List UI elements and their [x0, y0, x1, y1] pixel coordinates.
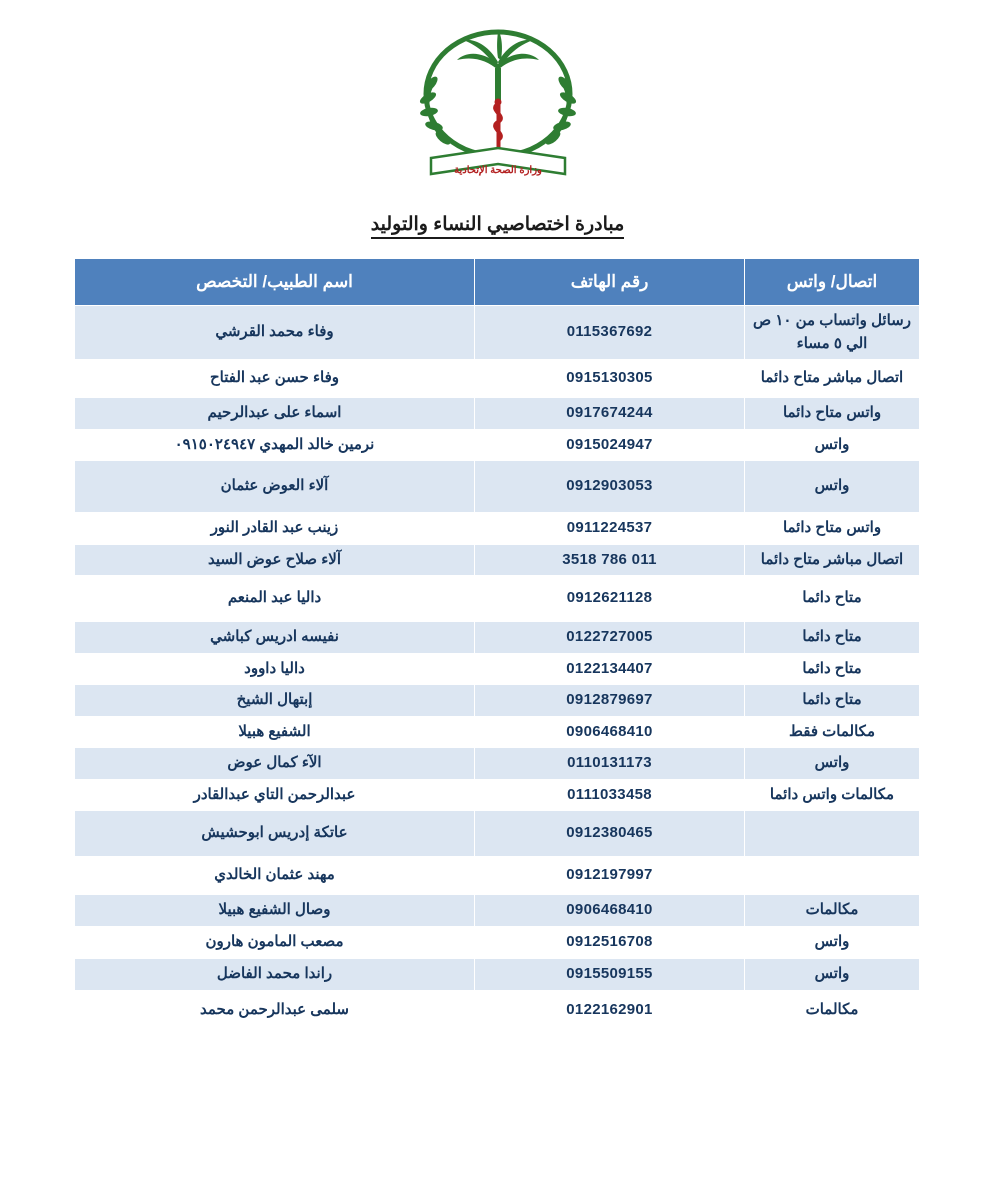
page-title	[0, 213, 995, 236]
column-header-phone: رقم الهاتف	[475, 259, 745, 306]
cell-phone: 0912516708	[475, 926, 745, 958]
column-header-contact: اتصال/ واتس	[745, 259, 920, 306]
table-row	[75, 360, 920, 398]
cell-contact: متاح دائما	[745, 653, 920, 685]
cell-contact: واتس	[745, 429, 920, 461]
cell-phone: 0122727005	[475, 622, 745, 654]
cell-phone: 0912197997	[475, 857, 745, 895]
table-row	[75, 576, 920, 622]
cell-doctor-name: عبدالرحمن التاي عبدالقادر	[75, 779, 475, 811]
table-row	[75, 622, 920, 654]
cell-phone: 0115367692	[475, 306, 745, 360]
cell-doctor-name: وفاء محمد القرشي	[75, 306, 475, 360]
cell-contact	[745, 857, 920, 895]
cell-doctor-name: عاتكة إدريس ابوحشيش	[75, 811, 475, 857]
cell-phone: 0912621128	[475, 576, 745, 622]
cell-doctor-name: وفاء حسن عبد الفتاح	[75, 360, 475, 398]
cell-phone: 0915130305	[475, 360, 745, 398]
cell-doctor-name: سلمى عبدالرحمن محمد	[75, 990, 475, 1030]
table-row	[75, 895, 920, 927]
cell-contact: مكالمات واتس دائما	[745, 779, 920, 811]
cell-phone: 011 786 3518	[475, 544, 745, 576]
table-row	[75, 429, 920, 461]
table-row	[75, 958, 920, 990]
table-row	[75, 685, 920, 717]
cell-contact: اتصال مباشر متاح دائما	[745, 544, 920, 576]
cell-doctor-name: زينب عبد القادر النور	[75, 513, 475, 545]
table-row	[75, 653, 920, 685]
doctors-table	[74, 258, 920, 1031]
table-row	[75, 779, 920, 811]
table-row	[75, 716, 920, 748]
table-body	[75, 306, 920, 1031]
table-row	[75, 398, 920, 430]
cell-doctor-name: آلاء العوض عثمان	[75, 461, 475, 513]
cell-contact: واتس متاح دائما	[745, 513, 920, 545]
cell-phone: 0110131173	[475, 748, 745, 780]
doctors-table-container	[75, 258, 920, 1031]
cell-contact: مكالمات فقط	[745, 716, 920, 748]
cell-phone: 0122162901	[475, 990, 745, 1030]
cell-phone: 0906468410	[475, 716, 745, 748]
cell-contact	[745, 811, 920, 857]
cell-phone: 0122134407	[475, 653, 745, 685]
table-row	[75, 748, 920, 780]
logo-container	[0, 0, 995, 187]
table-row	[75, 857, 920, 895]
cell-doctor-name: مصعب المامون هارون	[75, 926, 475, 958]
cell-phone: 0917674244	[475, 398, 745, 430]
cell-contact: واتس	[745, 461, 920, 513]
table-header-row	[75, 259, 920, 306]
cell-phone: 0915509155	[475, 958, 745, 990]
cell-doctor-name: نفيسه ادريس كباشي	[75, 622, 475, 654]
cell-contact: رسائل واتساب من ١٠ ص الي ٥ مساء	[745, 306, 920, 360]
cell-doctor-name: اسماء على عبدالرحيم	[75, 398, 475, 430]
cell-phone: 0912903053	[475, 461, 745, 513]
cell-contact: مكالمات	[745, 990, 920, 1030]
cell-phone: 0111033458	[475, 779, 745, 811]
table-header	[75, 259, 920, 306]
table-row	[75, 926, 920, 958]
cell-doctor-name: داليا داوود	[75, 653, 475, 685]
cell-contact: متاح دائما	[745, 622, 920, 654]
table-row	[75, 513, 920, 545]
cell-doctor-name: وصال الشفيع هبيلا	[75, 895, 475, 927]
table-row	[75, 811, 920, 857]
table-row	[75, 461, 920, 513]
cell-phone: 0915024947	[475, 429, 745, 461]
cell-doctor-name: داليا عبد المنعم	[75, 576, 475, 622]
column-header-name: اسم الطبيب/ التخصص	[75, 259, 475, 306]
cell-doctor-name: مهند عثمان الخالدي	[75, 857, 475, 895]
emblem-caption: وزارة الصحة الإتحادية	[453, 165, 542, 176]
cell-phone: 0912380465	[475, 811, 745, 857]
cell-doctor-name: نرمين خالد المهدي ٠٩١٥٠٢٤٩٤٧	[75, 429, 475, 461]
table-row	[75, 544, 920, 576]
page-title-text: مبادرة اختصاصيي النساء والتوليد	[371, 214, 625, 239]
cell-doctor-name: آلاء صلاح عوض السيد	[75, 544, 475, 576]
cell-contact: واتس متاح دائما	[745, 398, 920, 430]
cell-contact: مكالمات	[745, 895, 920, 927]
cell-doctor-name: إبتهال الشيخ	[75, 685, 475, 717]
cell-contact: واتس	[745, 748, 920, 780]
cell-contact: اتصال مباشر متاح دائما	[745, 360, 920, 398]
cell-phone: 0912879697	[475, 685, 745, 717]
cell-phone: 0906468410	[475, 895, 745, 927]
cell-contact: متاح دائما	[745, 685, 920, 717]
ministry-of-health-emblem-icon	[403, 22, 593, 187]
cell-doctor-name: الشفيع هبيلا	[75, 716, 475, 748]
table-row	[75, 306, 920, 360]
cell-phone: 0911224537	[475, 513, 745, 545]
cell-contact: متاح دائما	[745, 576, 920, 622]
cell-contact: واتس	[745, 926, 920, 958]
table-row	[75, 990, 920, 1030]
cell-contact: واتس	[745, 958, 920, 990]
cell-doctor-name: الآء كمال عوض	[75, 748, 475, 780]
cell-doctor-name: راندا محمد الفاضل	[75, 958, 475, 990]
